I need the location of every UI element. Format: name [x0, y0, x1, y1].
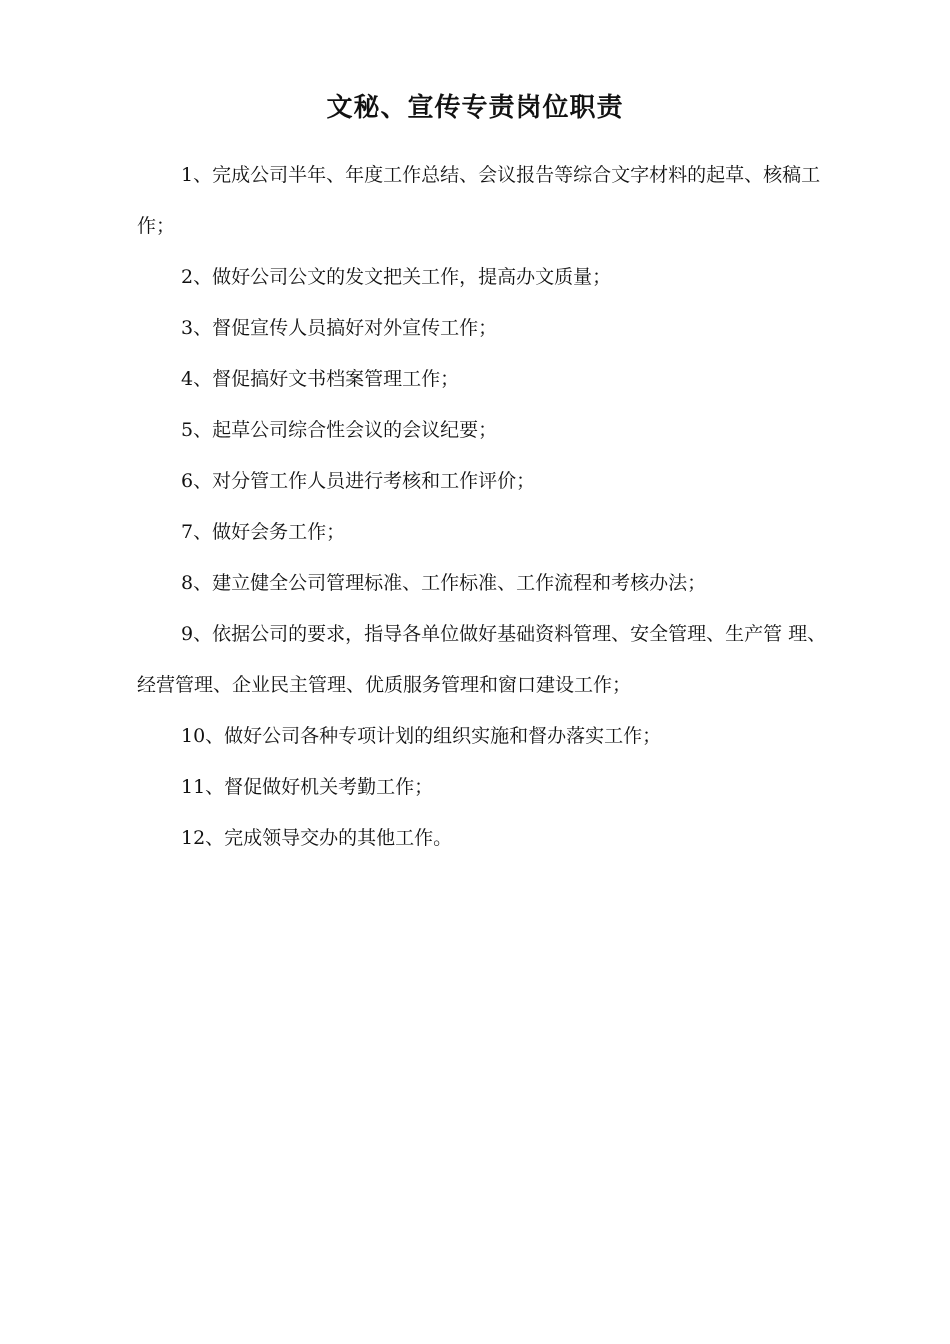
duty-item-5: 5、起草公司综合性会议的会议纪要；	[181, 419, 498, 441]
duty-item-9: 9、依据公司的要求，指导各单位做好基础资料管理、安全管理、生产管 理、经营管理、企业民主管理、优质服务管理和窗口建设工作；	[137, 623, 827, 696]
duty-item-11: 11、督促做好机关考勤工作；	[181, 776, 434, 798]
duty-item-7: 7、做好会务工作；	[181, 521, 346, 543]
duty-item-3: 3、督促宣传人员搞好对外宣传工作；	[181, 317, 498, 339]
duty-item-4: 4、督促搞好文书档案管理工作；	[181, 368, 460, 390]
duty-item-10: 10、做好公司各种专项计划的组织实施和督办落实工作；	[181, 725, 662, 747]
duty-item-12: 12、完成领导交办的其他工作。	[181, 827, 453, 849]
document-title: 文秘、宣传专责岗位职责	[326, 93, 624, 123]
duty-item-6: 6、对分管工作人员进行考核和工作评价；	[181, 470, 536, 492]
duty-item-1: 1、完成公司半年、年度工作总结、会议报告等综合文字材料的起草、核稿工作；	[137, 164, 821, 237]
duty-item-2: 2、做好公司公文的发文把关工作，提高办文质量；	[181, 266, 612, 288]
duty-item-8: 8、建立健全公司管理标准、工作标准、工作流程和考核办法；	[181, 572, 707, 594]
duty-list	[137, 150, 827, 864]
